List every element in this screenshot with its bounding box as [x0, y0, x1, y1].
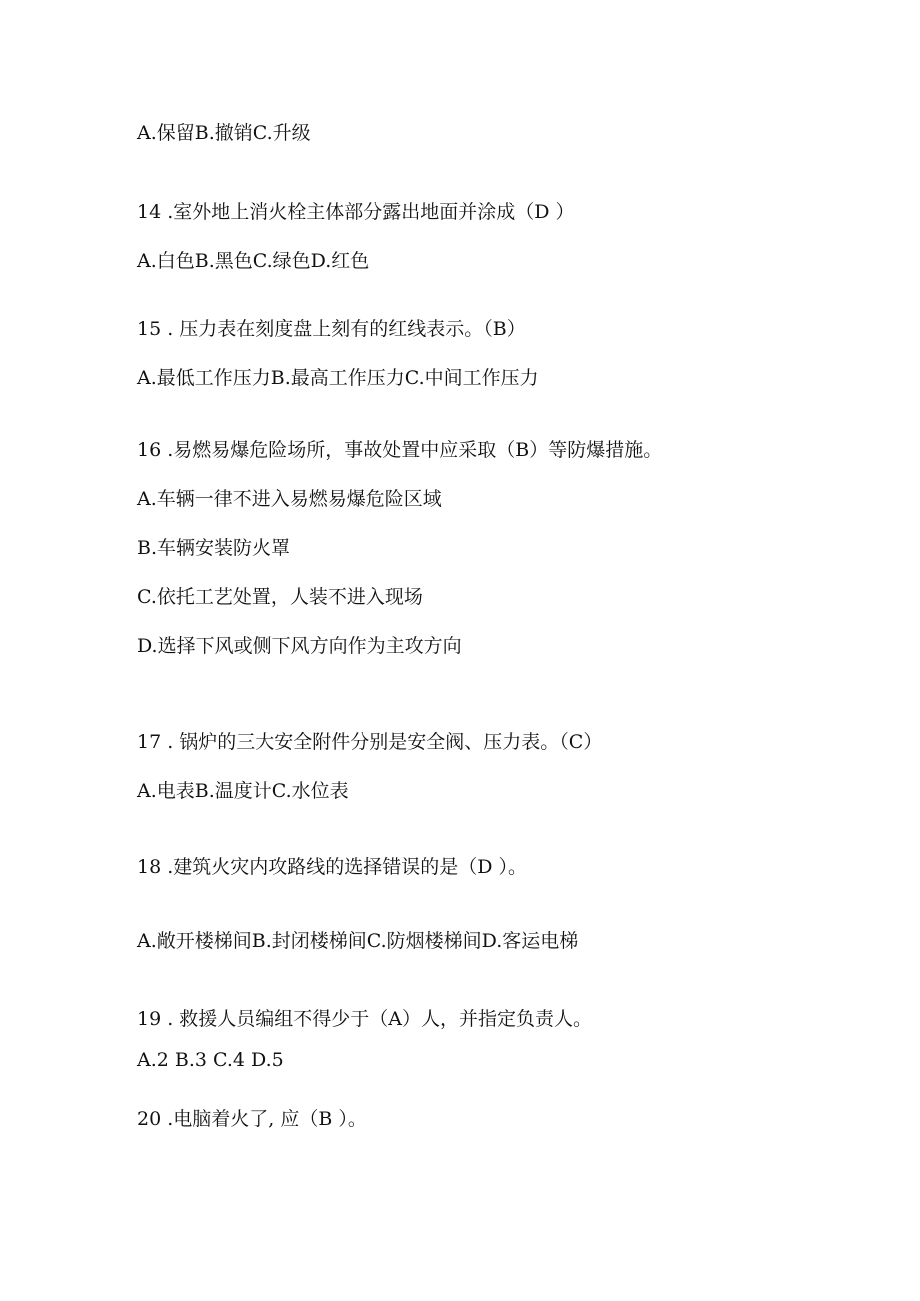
question-20: 20 .电脑着火了, 应（B ）。: [137, 1108, 367, 1130]
answer-options-17: A.电表B.温度计C.水位表: [137, 780, 349, 802]
question-18: 18 .建筑火灾内攻路线的选择错误的是（D ）。: [137, 856, 528, 878]
answer-option-16c: C.依托工艺处置，人装不进入现场: [137, 586, 423, 608]
answer-options-14: A.白色B.黑色C.绿色D.红色: [137, 250, 370, 272]
answer-options-13: A.保留B.撤销C.升级: [137, 122, 311, 144]
question-16: 16 .易燃易爆危险场所，事故处置中应采取（B）等防爆措施。: [137, 439, 663, 461]
answer-options-15: A.最低工作压力B.最高工作压力C.中间工作压力: [137, 367, 539, 389]
answer-option-16d: D.选择下风或侧下风方向作为主攻方向: [137, 635, 462, 657]
answer-options-19: A.2 B.3 C.4 D.5: [137, 1049, 284, 1071]
question-17: 17 . 锅炉的三大安全附件分别是安全阀、压力表。（C）: [137, 731, 603, 753]
answer-option-16a: A.车辆一律不进入易燃易爆危险区域: [137, 488, 442, 510]
question-15: 15 . 压力表在刻度盘上刻有的红线表示。（B）: [137, 318, 526, 340]
question-19: 19 . 救援人员编组不得少于（A）人，并指定负责人。: [137, 1008, 593, 1030]
answer-options-18: A.敞开楼梯间B.封闭楼梯间C.防烟楼梯间D.客运电梯: [137, 930, 579, 952]
question-14: 14 .室外地上消火栓主体部分露出地面并涂成（D ）: [137, 201, 575, 223]
answer-option-16b: B.车辆安装防火罩: [137, 537, 291, 559]
